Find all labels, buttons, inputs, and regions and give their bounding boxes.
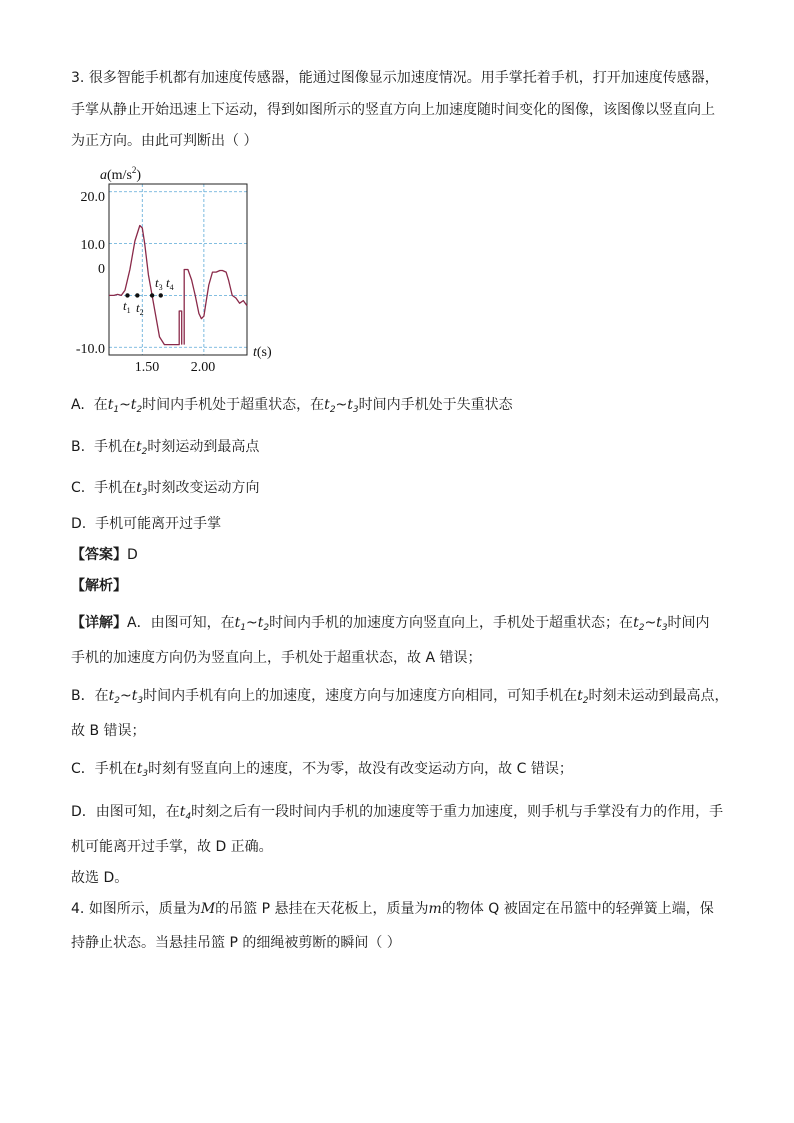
option-b-text-2: 时刻运动到最高点 bbox=[147, 439, 260, 455]
sub-1: 1 bbox=[113, 405, 120, 415]
detail-a-text-3: 时间内 bbox=[667, 615, 710, 631]
sym-t: t bbox=[577, 688, 583, 704]
sub-2: 2 bbox=[141, 447, 148, 457]
sym-t: t bbox=[135, 439, 142, 455]
sub-4: 4 bbox=[185, 812, 192, 822]
option-d-text-1: 手机可能离开过手掌 bbox=[95, 516, 222, 532]
answer-line bbox=[71, 545, 138, 565]
point-label-t4: $t_4$ bbox=[166, 275, 174, 292]
sym-t: t bbox=[136, 761, 143, 777]
detail-d-line-2: 机可能离开过手掌，故 D 正确。 bbox=[71, 839, 273, 855]
sub-3: 3 bbox=[142, 769, 149, 779]
sym-t: t bbox=[108, 688, 115, 704]
detail-a-line-1 bbox=[71, 613, 710, 638]
q4-line-2: 持静止状态。当悬挂吊篮 P 的细绳被剪断的瞬间（ ） bbox=[71, 935, 401, 951]
q4-text-1: 如图所示，质量为 bbox=[88, 901, 201, 917]
analysis-label bbox=[71, 576, 127, 596]
option-a-letter: A. bbox=[71, 397, 85, 413]
tilde: ~ bbox=[644, 615, 657, 631]
point-label-t3: $t_3$ bbox=[155, 275, 163, 292]
detail-c-text-1: C．手机在 bbox=[71, 761, 137, 777]
q4-mass-M: M bbox=[200, 901, 216, 917]
option-b-letter: B. bbox=[71, 439, 86, 455]
detail-b-line-1 bbox=[71, 686, 728, 711]
detail-c-line bbox=[71, 759, 573, 784]
sub-3: 3 bbox=[661, 623, 668, 633]
x-tick-label-200: 2.00 bbox=[190, 360, 216, 375]
sub-2: 2 bbox=[329, 405, 336, 415]
q4-mass-m: m bbox=[428, 901, 442, 917]
q4-text-2: 的吊篮 P 悬挂在天花板上，质量为 bbox=[215, 901, 429, 917]
sub-2: 2 bbox=[136, 405, 143, 415]
point-t4 bbox=[159, 293, 163, 297]
sub-3: 3 bbox=[352, 405, 359, 415]
y-tick-label-0: 0 bbox=[98, 262, 105, 277]
y-tick-label-minus10: -10.0 bbox=[75, 342, 105, 357]
sub-2: 2 bbox=[582, 696, 589, 706]
tilde: ~ bbox=[119, 397, 131, 413]
q3-stem-line-1 bbox=[71, 68, 719, 88]
sub-1: 1 bbox=[240, 623, 246, 633]
sym-t: t bbox=[324, 397, 330, 413]
option-b-text-1: 手机在 bbox=[93, 439, 136, 455]
sym-t: t bbox=[633, 615, 639, 631]
q3-stem-text-1: 很多智能手机都有加速度传感器，能通过图像显示加速度情况。用手掌托着手机，打开加速度传感器， bbox=[88, 70, 719, 86]
tilde: ~ bbox=[335, 397, 348, 413]
q4-text-3: 的物体 Q 被固定在吊篮中的轻弹簧上端，保 bbox=[441, 901, 714, 917]
y-tick-label-10: 10.0 bbox=[80, 238, 105, 253]
y-axis-label: $a(m/s^2)$ bbox=[100, 165, 142, 183]
sym-t: t bbox=[234, 615, 241, 631]
acceleration-curve-segment-2 bbox=[184, 270, 247, 345]
q3-stem-line-2: 手掌从静止开始迅速上下运动，得到如图所示的竖直方向上加速度随时间变化的图像，该图像以竖直向上 bbox=[71, 102, 715, 118]
sub-3: 3 bbox=[137, 696, 144, 706]
point-t3 bbox=[150, 293, 154, 297]
option-c-text-1: 手机在 bbox=[94, 480, 137, 496]
detail-b-text-3: 时刻未运动到最高点， bbox=[588, 688, 729, 704]
answer-label: 【答案】 bbox=[71, 547, 127, 563]
detail-d-text-2: 时刻之后有一段时间内手机的加速度等于重力加速度，则手机与手掌没有力的作用，手 bbox=[191, 804, 724, 820]
point-t1 bbox=[125, 293, 129, 297]
detail-a-text-1: A．由图可知，在 bbox=[127, 615, 235, 631]
tilde: ~ bbox=[245, 615, 258, 631]
option-d-letter: D. bbox=[71, 516, 87, 532]
option-a-text-1: 在 bbox=[93, 397, 108, 413]
detail-a-text-2: 时间内手机的加速度方向竖直向上，手机处于超重状态；在 bbox=[269, 615, 634, 631]
point-label-t1: $t_1$ bbox=[123, 298, 131, 315]
answer-value: D bbox=[127, 547, 138, 563]
point-label-t2: $t_2$ bbox=[136, 300, 144, 317]
q3-option-b bbox=[71, 437, 259, 462]
analysis-label-text: 【解析】 bbox=[71, 578, 127, 594]
option-c-letter: C. bbox=[71, 480, 86, 496]
sym-t: t bbox=[107, 397, 114, 413]
sym-t: t bbox=[130, 397, 137, 413]
sym-t: t bbox=[131, 688, 138, 704]
point-t2 bbox=[135, 293, 139, 297]
sub-2: 2 bbox=[114, 696, 120, 706]
sym-t: t bbox=[656, 615, 662, 631]
sym-t: t bbox=[257, 615, 264, 631]
q3-stem-line-3: 为正方向。由此可判断出（ ） bbox=[71, 133, 258, 149]
sym-t: t bbox=[179, 804, 186, 820]
detail-b-text-1: B．在 bbox=[71, 688, 109, 704]
detail-b-text-2: 时间内手机有向上的加速度，速度方向与加速度方向相同，可知手机在 bbox=[143, 688, 578, 704]
q3-option-c bbox=[71, 478, 260, 503]
detail-d-line-1 bbox=[71, 802, 723, 827]
q4-line-1 bbox=[71, 899, 714, 919]
sub-2: 2 bbox=[263, 623, 270, 633]
detail-b-line-2: 故 B 错误； bbox=[71, 723, 146, 739]
y-tick-label-20: 20.0 bbox=[80, 190, 105, 205]
q3-option-d bbox=[71, 514, 221, 534]
option-c-text-2: 时刻改变运动方向 bbox=[147, 480, 260, 496]
x-tick-label-150: 1.50 bbox=[134, 360, 160, 375]
conclusion: 故选 D。 bbox=[71, 870, 129, 886]
sym-t: t bbox=[136, 480, 142, 496]
detail-label: 【详解】 bbox=[71, 615, 127, 631]
sym-t: t bbox=[347, 397, 353, 413]
sub-2: 2 bbox=[638, 623, 645, 633]
detail-a-line-2: 手机的加速度方向仍为竖直向上，手机处于超重状态，故 A 错误； bbox=[71, 650, 482, 666]
detail-d-text-1: D．由图可知，在 bbox=[71, 804, 180, 820]
q4-number: 4. bbox=[71, 901, 85, 917]
sub-3: 3 bbox=[141, 488, 148, 498]
acceleration-time-graph bbox=[70, 162, 285, 376]
option-a-text-3: 时间内手机处于失重状态 bbox=[358, 397, 513, 413]
tilde: ~ bbox=[119, 688, 132, 704]
x-axis-label: t(s) bbox=[253, 345, 272, 360]
q3-number: 3. bbox=[71, 70, 85, 86]
option-a-text-2: 时间内手机处于超重状态，在 bbox=[142, 397, 325, 413]
detail-c-text-2: 时刻有竖直向上的速度，不为零，故没有改变运动方向，故 C 错误； bbox=[148, 761, 573, 777]
q3-option-a bbox=[71, 395, 513, 420]
